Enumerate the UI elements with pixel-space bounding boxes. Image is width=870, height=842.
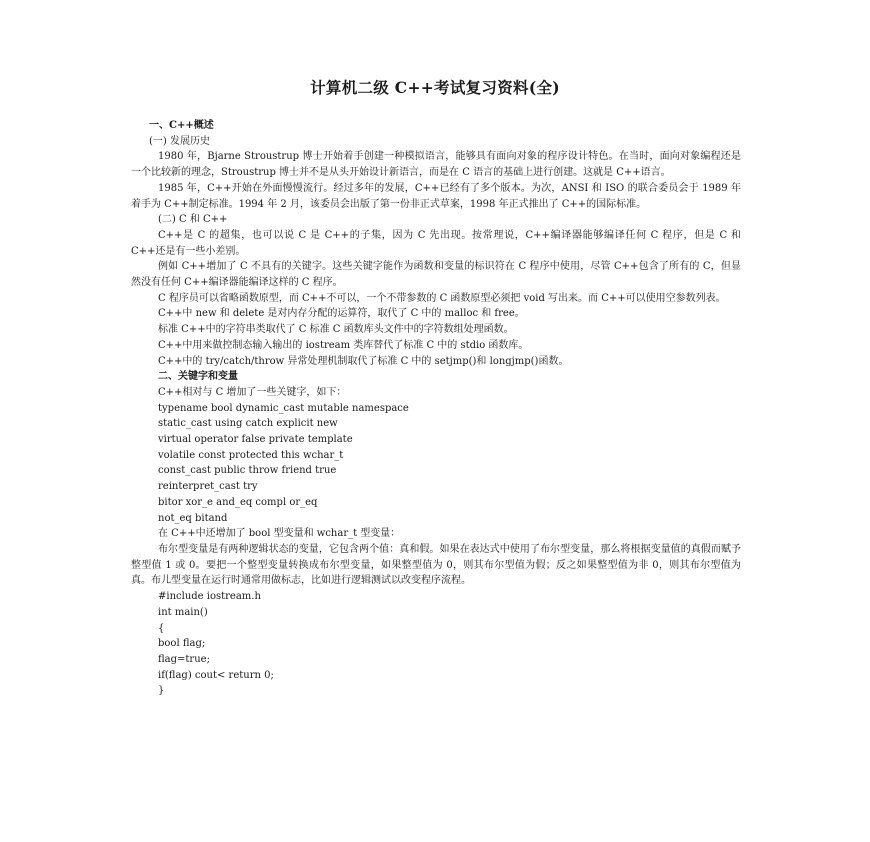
keyword-line: bitor xor_e and_eq compl or_eq xyxy=(158,496,318,508)
paragraph: 1980 年，Bjarne Stroustrup 博士开始着手创建一种模拟语言，能够具有面向对象的程序设计特色。在当时，面向对象编程还是一个比较新的理念，Stroustrup 博士并不是从头开始设计新语言，而是在 C 语言的基础上进行创建。这就是 C++语言。 xyxy=(131,151,741,179)
subsection-heading: (一) 发展历史 xyxy=(149,135,210,147)
paragraph: 1985 年，C++开始在外面慢慢流行。经过多年的发展，C++已经有了多个版本。为次，ANSI 和 ISO 的联合委员会于 1989 年着手为 C++制定标准。1994 年 2 月，该委员会出版了第一份非正式草案，1998 年正式推出了 C++的国际标准。 xyxy=(131,182,741,210)
paragraph: 例如 C++增加了 C 不具有的关键字。这些关键字能作为函数和变量的标识符在 C 程序中使用，尽管 C++包含了所有的 C，但显然没有任何 C++编译器能编译这样的 C 程序。 xyxy=(131,261,741,289)
paragraph: C++中用来做控制态输入输出的 iostream 类库替代了标准 C 中的 stdio 函数库。 xyxy=(158,339,529,351)
paragraph: C 程序员可以省略函数原型，而 C++不可以，一个不带参数的 C 函数原型必须把 void 写出来。而 C++可以使用空参数列表。 xyxy=(158,292,726,304)
keyword-line: const_cast public throw friend true xyxy=(158,465,337,477)
document-title: 计算机二级 C++考试复习资料(全) xyxy=(310,78,560,97)
paragraph: C++相对与 C 增加了一些关键字，如下： xyxy=(158,386,347,398)
keyword-line: virtual operator false private template xyxy=(158,434,353,446)
section-heading: 二、关键字和变量 xyxy=(158,371,238,383)
code-line: #include iostream.h xyxy=(158,591,261,603)
paragraph: 布尔型变量是有两种逻辑状态的变量，它包含两个值：真和假。如果在表达式中使用了布尔型变量，那么将根据变量值的真假而赋予整型值 1 或 0。要把一个整型变量转换成布尔型变量，如果整型值为 0，则其布尔型值为假；反之如果整型值为非 0，则其布尔型值为真。布儿型变量在运行时通常用做标志，比如进行逻辑测试以改变程序流程。 xyxy=(131,543,741,587)
paragraph: 在 C++中还增加了 bool 型变量和 wchar_t 型变量： xyxy=(158,528,401,540)
section-heading: 一、C++概述 xyxy=(149,120,214,131)
keyword-line: volatile const protected this wchar_t xyxy=(158,449,344,461)
subsection-heading: (二) C 和 C++ xyxy=(158,214,228,226)
paragraph: C++中 new 和 delete 是对内存分配的运算符，取代了 C 中的 malloc 和 free。 xyxy=(158,308,525,320)
paragraph: 标准 C++中的字符串类取代了 C 标准 C 函数库头文件中的字符数组处理函数。 xyxy=(158,324,514,336)
code-line: if(flag) cout< return 0; xyxy=(158,669,274,681)
paragraph: C++是 C 的超集，也可以说 C 是 C++的子集，因为 C 先出现。按常理说，C++编译器能够编译任何 C 程序，但是 C 和 C++还是有一些小差别。 xyxy=(131,229,741,257)
keyword-line: static_cast using catch explicit new xyxy=(158,418,338,430)
keyword-line: reinterpret_cast try xyxy=(158,481,258,493)
document-body xyxy=(131,118,741,699)
code-line: } xyxy=(158,685,165,697)
keyword-line: typename bool dynamic_cast mutable namespace xyxy=(158,402,409,414)
code-line: { xyxy=(158,622,165,634)
paragraph: C++中的 try/catch/throw 异常处理机制取代了标准 C 中的 setjmp()和 longjmp()函数。 xyxy=(158,355,569,367)
code-line: flag=true; xyxy=(158,653,210,665)
code-line: int main() xyxy=(158,606,208,618)
keyword-line: not_eq bitand xyxy=(158,512,228,524)
code-line: bool flag; xyxy=(158,638,206,650)
